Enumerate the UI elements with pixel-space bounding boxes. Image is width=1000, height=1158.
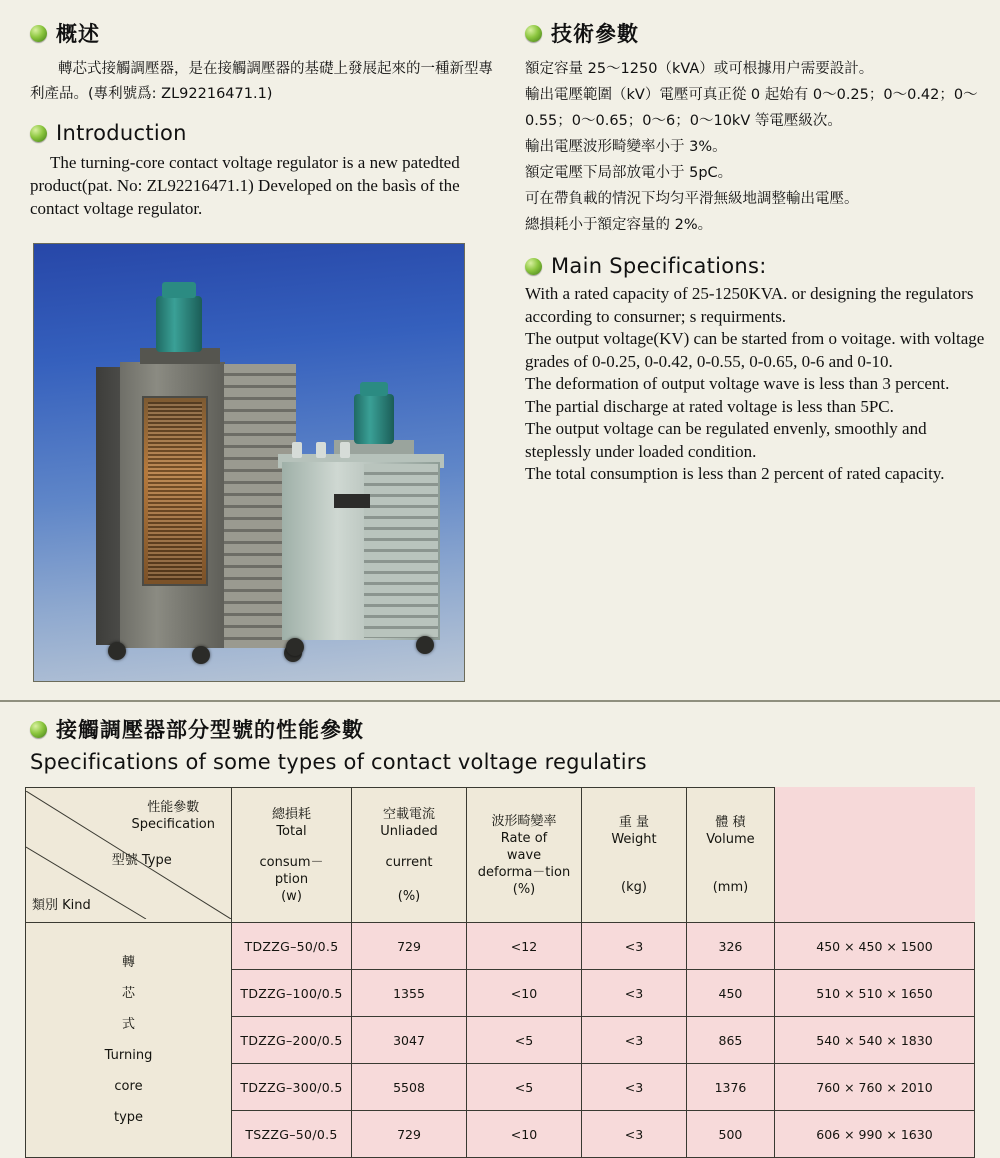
photo-motor-cap-b [360, 382, 388, 396]
main-spec-heading-en: Main Specifications: [551, 254, 767, 278]
kind-cell [26, 923, 232, 1158]
photo-wheel [192, 646, 210, 664]
kind-cn-char: 芯 [121, 986, 135, 1001]
cell-wave: <3 [582, 923, 687, 970]
overview-heading-row [30, 18, 495, 48]
bullet-icon [30, 721, 47, 738]
header-cn: 體 積 [715, 815, 746, 830]
cell-weight: 450 [687, 970, 775, 1017]
column-header-wave-deformation [467, 788, 582, 923]
spec-heading-row [30, 714, 970, 744]
main-spec-line: The output voltage can be regulated envenly, smoothly and steplessly under loaded condition. [525, 419, 927, 461]
cell-model: TDZZG–200/0.5 [232, 1017, 352, 1064]
cell-total: 729 [352, 923, 467, 970]
main-spec-line: With a rated capacity of 25-1250KVA. or designing the regulators according to consurner; s requirments. [525, 284, 974, 326]
photo-motor-b [354, 394, 394, 444]
tech-line: 可在帶負載的情況下均匀平滑無級地調整輸出電壓。 [525, 191, 859, 207]
section-divider [0, 700, 1000, 702]
corner-type-label: 型號 Type [111, 853, 172, 868]
header-cn: 空載電流 [382, 806, 435, 822]
photo-cabinet-window [142, 396, 208, 586]
overview-body-cn: 轉芯式接觸調壓器，是在接觸調壓器的基礎上發展起來的一種新型專利產品。(專利號爲: ZL92216471.1) [30, 61, 493, 102]
header-en: Volume [706, 832, 755, 847]
tech-line: 總損耗小于額定容量的 2%。 [525, 217, 713, 233]
kind-cn-char: 式 [121, 1017, 135, 1032]
spec-heading-en: Specifications of some types of contact voltage regulatirs [30, 750, 647, 774]
cell-total: 5508 [352, 1064, 467, 1111]
cell-volume: 540 × 540 × 1830 [774, 1017, 974, 1064]
kind-en-line: core [114, 1079, 143, 1094]
introduction-heading-row [30, 121, 495, 145]
kind-cn-char: 轉 [121, 955, 135, 970]
main-spec-line: The output voltage(KV) can be started from o voitage. with voltage grades of 0-0.25, 0-0.42, 0-0.55, 0-0.65, 0-6 and 0-10. [525, 329, 985, 371]
photo-wheels-a [108, 642, 304, 662]
cell-current: <5 [467, 1064, 582, 1111]
column-header-unloaded-current [352, 788, 467, 923]
header-unit: (mm) [712, 880, 749, 895]
kind-en-line: Turning [104, 1048, 153, 1063]
photo-wheel [416, 636, 434, 654]
tech-lines-cn [525, 56, 985, 238]
main-spec-lines-en [525, 283, 985, 486]
corner-spec-label [132, 799, 215, 833]
header-cn: 重 量 [618, 815, 650, 830]
header-unit: (w) [281, 888, 302, 904]
photo-control-panel [334, 494, 370, 508]
bullet-icon [525, 25, 542, 42]
photo-wheel [286, 638, 304, 656]
tech-line: 輸出電壓範圍（kV）電壓可真正從 0 起始有 0～0.25；0～0.42；0～0.55；0～0.65；0～6；0～10kV 等電壓級次。 [525, 87, 978, 129]
cell-wave: <3 [582, 1064, 687, 1111]
specifications-section-header [30, 714, 970, 774]
cell-volume: 510 × 510 × 1650 [774, 970, 974, 1017]
tech-line: 額定容量 25～1250（kVA）或可根據用户需要設計。 [525, 61, 874, 77]
main-spec-line: The deformation of output voltage wave is less than 3 percent. [525, 374, 950, 393]
table-row [26, 923, 975, 970]
cell-weight: 1376 [687, 1064, 775, 1111]
cell-wave: <3 [582, 1017, 687, 1064]
header-en3: deforma－tion [477, 864, 571, 880]
cell-total: 3047 [352, 1017, 467, 1064]
bullet-icon [30, 125, 47, 142]
corner-spec-en: Specification [131, 817, 215, 832]
header-en: Total [276, 823, 307, 839]
cell-weight: 865 [687, 1017, 775, 1064]
header-en3: ption [274, 871, 309, 887]
column-header-total-consumption [232, 788, 352, 923]
column-header-weight [582, 788, 687, 923]
header-en2: current [385, 854, 433, 870]
corner-spec-cn: 性能參數 [147, 800, 200, 815]
cell-model: TDZZG–50/0.5 [232, 923, 352, 970]
table-corner-cell [26, 788, 232, 923]
cell-weight: 326 [687, 923, 775, 970]
cell-weight: 500 [687, 1111, 775, 1158]
right-column [525, 18, 985, 486]
tech-heading-cn: 技術參數 [551, 22, 639, 46]
header-cn: 波形畸變率 [491, 813, 557, 829]
cell-current: <12 [467, 923, 582, 970]
left-column [30, 18, 495, 220]
tech-heading-row [525, 18, 985, 48]
cell-total: 1355 [352, 970, 467, 1017]
overview-heading-cn: 概述 [56, 22, 100, 46]
introduction-body-en: The turning-core contact voltage regulator is a new patedted product(pat. No: ZL92216471.1) Developed on the basìs of the contact voltage regulator. [30, 153, 460, 218]
spec-heading-cn: 接觸調壓器部分型號的性能參數 [56, 718, 364, 742]
photo-motor-a [156, 296, 202, 352]
header-cn: 總損耗 [271, 806, 311, 822]
cell-wave: <3 [582, 970, 687, 1017]
kind-en-line: type [113, 1110, 144, 1125]
photo-insulator [292, 442, 302, 458]
main-spec-line: The total consumption is less than 2 percent of rated capacity. [525, 464, 945, 483]
cell-current: <10 [467, 970, 582, 1017]
header-en: Weight [611, 832, 657, 847]
header-unit: (kg) [621, 880, 647, 895]
introduction-heading-en: Introduction [56, 121, 187, 145]
cell-model: TSZZG–50/0.5 [232, 1111, 352, 1158]
header-en: Rate of [500, 830, 548, 846]
photo-wheel [108, 642, 126, 660]
cell-current: <5 [467, 1017, 582, 1064]
header-en: Unliaded [380, 823, 438, 839]
tech-line: 輸出電壓波形畸變率小于 3%。 [525, 139, 727, 155]
photo-motor-cap-a [162, 282, 196, 298]
header-en2: wave [506, 847, 542, 863]
corner-kind-label: 類別 Kind [32, 898, 91, 913]
main-spec-line: The partial discharge at rated voltage is less than 5PC. [525, 396, 894, 416]
cell-volume: 606 × 990 × 1630 [774, 1111, 974, 1158]
cell-volume: 760 × 760 × 2010 [774, 1064, 974, 1111]
product-photo [33, 243, 465, 682]
header-unit: (%) [512, 881, 536, 897]
cell-volume: 450 × 450 × 1500 [774, 923, 974, 970]
photo-insulator [316, 442, 326, 458]
cell-model: TDZZG–100/0.5 [232, 970, 352, 1017]
cell-model: TDZZG–300/0.5 [232, 1064, 352, 1111]
photo-wheels-b [286, 636, 438, 656]
cell-total: 729 [352, 1111, 467, 1158]
cell-current: <10 [467, 1111, 582, 1158]
photo-cabinet-light-slats [364, 464, 438, 638]
tech-line: 額定電壓下局部放電小于 5pC。 [525, 165, 733, 181]
bullet-icon [30, 25, 47, 42]
photo-insulator [340, 442, 350, 458]
column-header-volume [687, 788, 775, 923]
specifications-table [25, 787, 975, 1158]
main-spec-heading-row [525, 254, 985, 278]
bullet-icon [525, 258, 542, 275]
header-en2: consum－ [259, 854, 324, 870]
table-header-row [26, 788, 975, 923]
cell-wave: <3 [582, 1111, 687, 1158]
header-unit: (%) [397, 888, 421, 904]
